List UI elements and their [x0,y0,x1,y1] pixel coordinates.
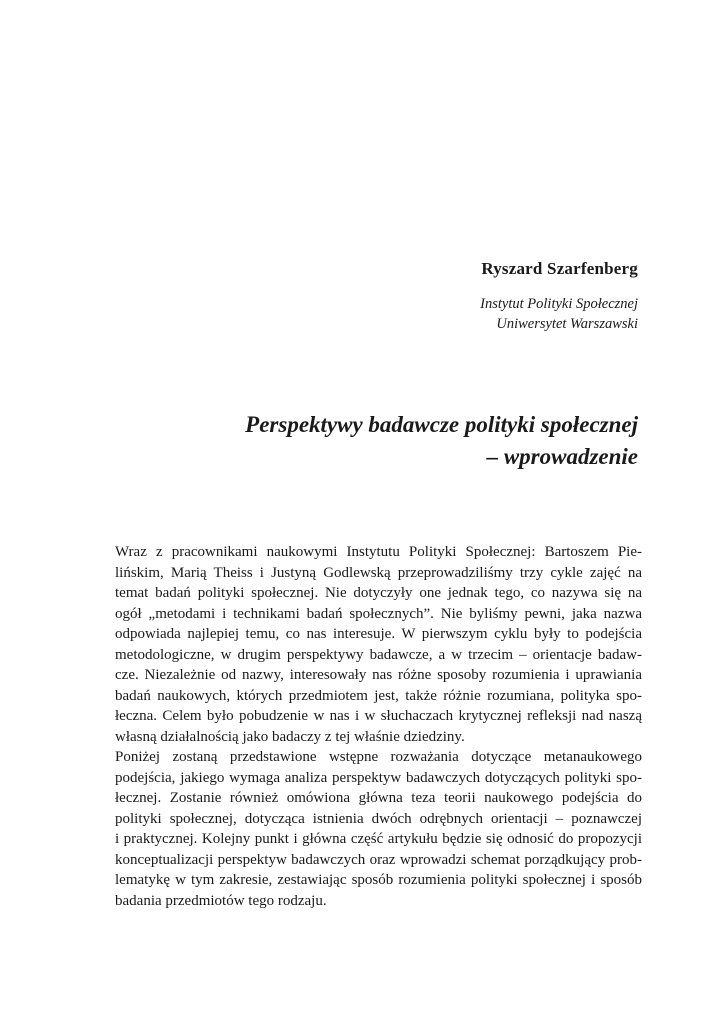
author-name: Ryszard Szarfenberg [481,259,638,278]
paragraph-line: łecznej. Zostanie również omówiona główna teza teorii naukowego podejścia do [115,790,642,806]
affiliation-university: Uniwersytet Warszawski [496,316,638,332]
paragraph-line: badań naukowych, których przedmiotem jest, także różnie rozumiana, polityka spo- [115,687,642,704]
paragraph-line: lematykę w tym zakresie, zestawiając sposób rozumienia polityki społecznej i sposób [115,872,642,888]
article-body [89,542,642,911]
paragraph-line: temat badań polityki społecznej. Nie dotyczyły one jednak tego, co nazywa się na [115,585,642,601]
paragraph-line: Wraz z pracownikami naukowymi Instytutu Polityki Społecznej: Bartoszem Pie- [115,544,642,560]
paragraph-line: metodologiczne, w drugim perspektywy badawcze, a w trzecim – orientacje badaw- [115,646,642,663]
affiliation-institute: Instytut Polityki Społecznej [480,296,638,312]
affiliation [480,294,638,334]
paragraph-line: ogół „metodami i technikami badań społecznych”. Nie byliśmy pewni, jaka nazwa [115,605,642,622]
article-title-line-1: Perspektywy badawcze polityki społecznej [245,412,638,437]
paragraph-line: polityki społecznej, dotycząca istnienia dwóch odrębnych orientacji – poznawczej [115,810,642,827]
paragraph-line: własną działalnością jako badaczy z tej właśnie dziedziny. [115,728,465,745]
paragraph-line: cze. Niezależnie od nazwy, interesowały nas różne sposoby rozumienia i uprawiania [115,667,642,683]
paragraph-2 [89,747,642,911]
article-title [118,409,638,473]
article-title-line-2: – wprowadzenie [486,444,638,469]
paragraph-line: konceptualizacji perspektyw badawczych oraz wprowadzi schemat porządkujący prob- [115,851,642,868]
paragraph-line: odpowiada najlepiej temu, co nas interesuje. W pierwszym cyklu były to podejścia [115,626,642,642]
paragraph-line: lińskim, Marią Theiss i Justyną Godlewską przeprowadziliśmy trzy cykle zajęć na [115,564,642,581]
paragraph-line: i praktycznej. Kolejny punkt i główna część artykułu będzie się odnosić do propozycji [115,831,642,847]
paragraph-line: łeczna. Celem było pobudzenie w nas i w słuchaczach krytycznej refleksji nad naszą [115,708,642,724]
paragraph-line: podejścia, jakiego wymaga analiza perspektyw badawczych dotyczących polityki spo- [115,769,642,786]
paragraph-1 [89,542,642,747]
paragraph-line: badania przedmiotów tego rodzaju. [115,892,327,909]
paragraph-line: Poniżej zostaną przedstawione wstępne rozważania dotyczące metanaukowego [115,749,642,765]
